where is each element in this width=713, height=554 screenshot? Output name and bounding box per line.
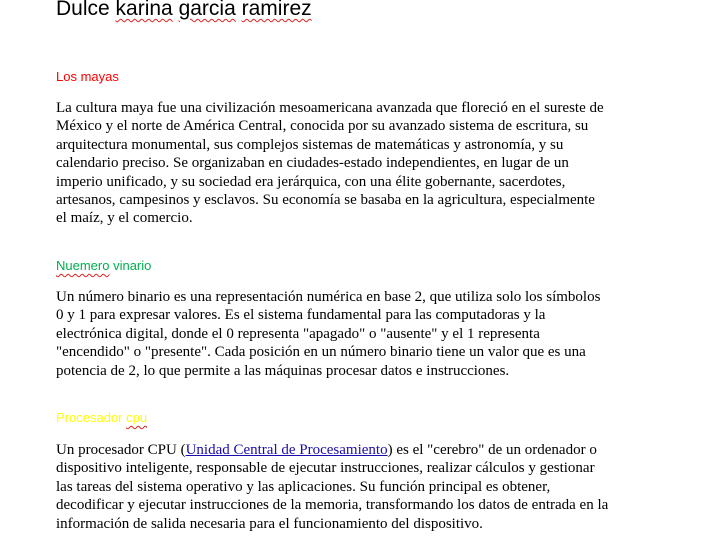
paragraph-line: "encendido" o "presente". Cada posición en un número binario tiene un valor que es una (56, 344, 586, 361)
title-word: Dulce (56, 0, 116, 20)
paragraph-line: artesanos, campesinos y esclavos. Su economía se basaba en la agricultura, especialmente (56, 192, 595, 209)
paragraph-line: La cultura maya fue una civilización mesoamericana avanzada que floreció en el sureste de (56, 100, 604, 116)
paragraph-line: 0 y 1 para expresar valores. Es el sistema fundamental para las computadoras y la (56, 307, 546, 324)
paragraph-line: Un procesador CPU (Unidad Central de Procesamiento) es el "cerebro" de un ordenador o (56, 442, 597, 458)
paragraph-line: imperio unificado, y su sociedad era jerárquica, con una élite gobernante, sacerdotes, (56, 173, 566, 190)
paragraph-line: México y el norte de América Central, conocida por su avanzado sistema de escritura, su (56, 118, 589, 135)
paragraph-line: las tareas del sistema operativo y las aplicaciones. Su función principal es obtener, (56, 478, 551, 495)
paragraph-line: decodificar y ejecutar instrucciones de la memoria, transformando los datos de entrada en la (56, 497, 609, 514)
paragraph-line: potencia de 2, lo que permite a las máquinas procesar datos e instrucciones. (56, 362, 510, 379)
title-word-misspelled: garcia (178, 0, 236, 20)
paragraph-line: el maíz, y el comercio. (56, 210, 193, 227)
paragraph-los-mayas (56, 99, 656, 228)
paragraph-line: Un número binario es una representación numérica en base 2, que utiliza solo los símbolos (56, 289, 601, 305)
title-word-misspelled: karina (115, 0, 173, 20)
document-title (56, 0, 312, 20)
heading-word-misspelled: Nuemero (56, 258, 110, 273)
paragraph-numero-binario (56, 288, 656, 380)
paragraph-line: calendario preciso. Se organizaban en ciudades-estado independientes, en lugar de un (56, 155, 569, 172)
paragraph-line: electrónica digital, donde el 0 representa "apagado" o "ausente" y el 1 representa (56, 325, 540, 342)
heading-procesador-cpu: Procesador cpu (56, 410, 148, 425)
heading-los-mayas: Los mayas (56, 69, 119, 84)
heading-numero-binario: Nuemero vinario (56, 258, 152, 273)
heading-word-misspelled: cpu (126, 410, 148, 425)
paragraph-procesador-cpu (56, 441, 656, 533)
title-word-misspelled: ramirez (241, 0, 312, 20)
paragraph-line: arquitectura monumental, sus complejos sistemas de matemáticas y astronomía, y su (56, 136, 564, 153)
cpu-wiki-link[interactable]: Unidad Central de Procesamiento (185, 442, 388, 458)
paragraph-line: información de salida necesaria para el funcionamiento del dispositivo. (56, 515, 483, 532)
paragraph-line: dispositivo inteligente, responsable de ejecutar instrucciones, realizar cálculos y gestionar (56, 460, 595, 477)
